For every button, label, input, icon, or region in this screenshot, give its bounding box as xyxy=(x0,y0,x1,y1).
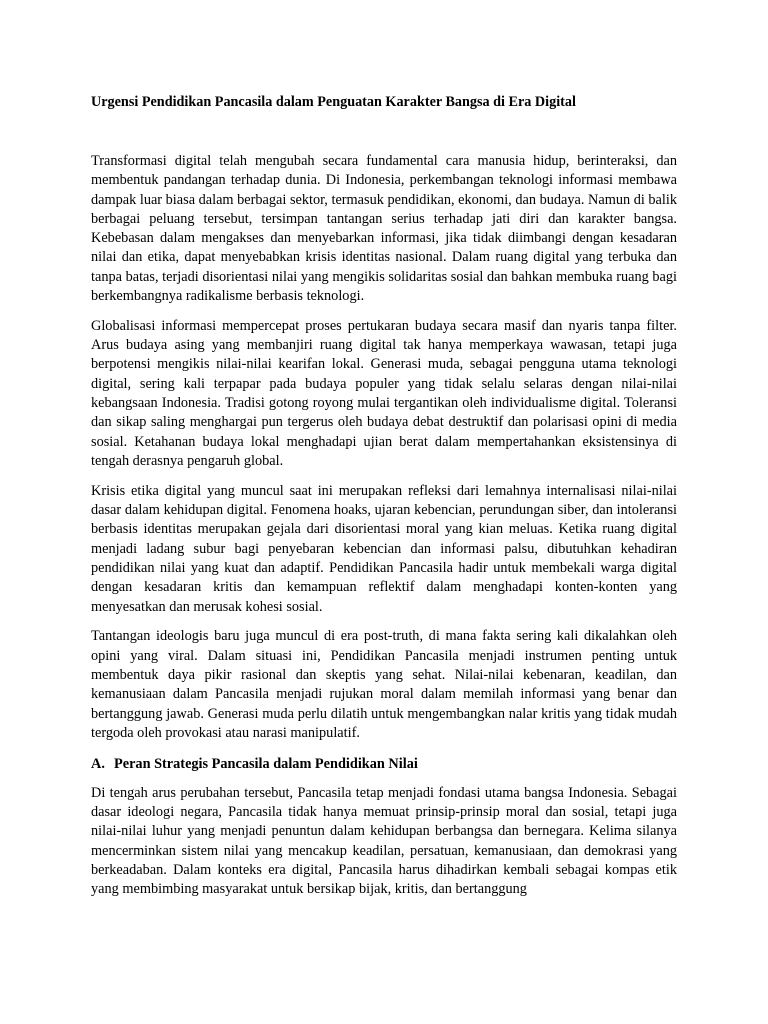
document-content xyxy=(91,92,677,910)
document-title: Urgensi Pendidikan Pancasila dalam Penguatan Karakter Bangsa di Era Digital xyxy=(91,94,576,110)
section-heading-a xyxy=(91,754,677,774)
paragraph-1: Transformasi digital telah mengubah secara fundamental cara manusia hidup, berinteraksi, dan membentuk pandangan terhadap dunia. Di Indonesia, perkembangan teknologi informasi membawa dampak luar biasa dalam berbagai sektor, termasuk pendidikan, ekonomi, dan budaya. Namun di balik berbagai peluang tersebut, tersimpan tantangan serius terhadap jati diri dan karakter bangsa. Kebebasan dalam mengakses dan menyebarkan informasi, jika tidak diimbangi dengan kesadaran nilai dan etika, dapat menyebabkan krisis identitas nasional. Dalam ruang digital yang terbuka dan tanpa batas, terjadi disorientasi nilai yang mengikis solidaritas sosial dan bahkan membuka ruang bagi berkembangnya radikalisme berbasis teknologi. xyxy=(91,153,677,305)
paragraph-2: Globalisasi informasi mempercepat proses pertukaran budaya secara masif dan nyaris tanpa filter. Arus budaya asing yang membanjiri ruang digital tak hanya memperkaya wawasan, tetapi juga berpotensi mengikis nilai-nilai kearifan lokal. Generasi muda, sebagai pengguna utama teknologi digital, sering kali terpapar pada budaya populer yang tidak selalu selaras dengan nilai-nilai kebangsaan Indonesia. Tradisi gotong royong mulai tergantikan oleh individualisme digital. Toleransi dan sikap saling menghargai pun tergerus oleh budaya debat destruktif dan polarisasi opini di media sosial. Ketahanan budaya lokal menghadapi ujian berat dalam mempertahankan eksistensinya di tengah derasnya pengaruh global. xyxy=(91,317,677,469)
paragraph-4: Tantangan ideologis baru juga muncul di era post-truth, di mana fakta sering kali dikalahkan oleh opini yang viral. Dalam situasi ini, Pendidikan Pancasila menjadi instrumen penting untuk membentuk daya pikir rasional dan skeptis yang sehat. Nilai-nilai kebenaran, keadilan, dan kemanusiaan dalam Pancasila menjadi rujukan moral dalam memilah informasi yang benar dan bertanggung jawab. Generasi muda perlu dilatih untuk mengembangkan nalar kritis yang tidak mudah tergoda oleh provokasi atau narasi manipulatif. xyxy=(91,628,677,741)
section-marker: A. xyxy=(91,755,105,772)
body-text xyxy=(91,152,677,899)
section-title: Peran Strategis Pancasila dalam Pendidikan Nilai xyxy=(114,755,418,772)
section-paragraph-1: Di tengah arus perubahan tersebut, Pancasila tetap menjadi fondasi utama bangsa Indonesia. Sebagai dasar ideologi negara, Pancasila tidak hanya memuat prinsip-prinsip moral dan sosial, tetapi juga nilai-nilai luhur yang menjadi penuntun dalam kehidupan berbangsa dan bernegara. Kelima silanya mencerminkan sistem nilai yang mencakup keadilan, persatuan, kemanusiaan, dan demokrasi yang berkeadaban. Dalam konteks era digital, Pancasila harus dihadirkan kembali sebagai kompas etik yang membimbing masyarakat untuk bersikap bijak, kritis, dan bertanggung xyxy=(91,784,677,898)
paragraph-3: Krisis etika digital yang muncul saat ini merupakan refleksi dari lemahnya internalisasi nilai-nilai dasar dalam kehidupan digital. Fenomena hoaks, ujaran kebencian, perundungan siber, dan intoleransi berbasis identitas merupakan gejala dari disorientasi moral yang kian meluas. Ketika ruang digital menjadi ladang subur bagi penyebaran kebencian dan informasi palsu, dibutuhkan kehadiran pendidikan nilai yang kuat dan adaptif. Pendidikan Pancasila hadir untuk membekali warga digital dengan kesadaran kritis dan kemampuan reflektif dalam menghadapi konten-konten yang menyesatkan dan merusak kohesi sosial. xyxy=(91,482,677,615)
